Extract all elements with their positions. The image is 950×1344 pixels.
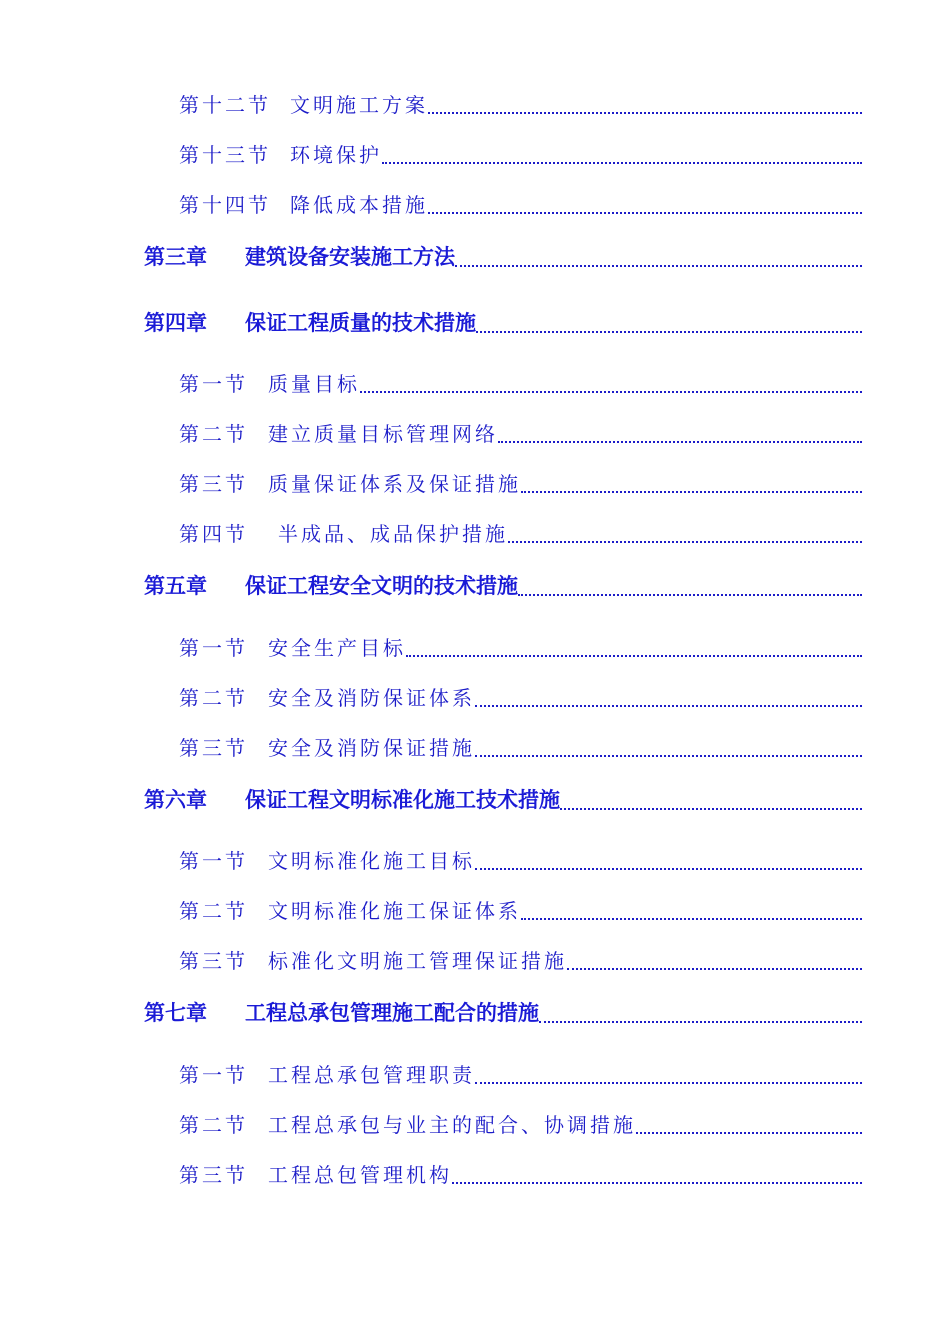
section-number: 第一节 (179, 636, 248, 660)
toc-entry-label (144, 784, 560, 814)
dot-leader (476, 331, 862, 333)
dot-leader (428, 112, 862, 114)
toc-entry-section[interactable] (0, 1058, 950, 1088)
toc-entry-label (144, 570, 518, 600)
toc-entry-chapter[interactable] (0, 993, 950, 1027)
toc-entry-section[interactable] (0, 681, 950, 711)
toc-entry-section[interactable] (0, 467, 950, 497)
dot-leader (406, 655, 862, 657)
dot-leader (636, 1132, 862, 1134)
section-number: 第二节 (179, 899, 248, 923)
dot-leader (428, 212, 862, 214)
section-title: 降低成本措施 (290, 193, 428, 217)
chapter-number: 第五章 (144, 574, 207, 598)
toc-entry-label (179, 89, 428, 118)
section-number: 第三节 (179, 1163, 248, 1187)
chapter-title: 建筑设备安装施工方法 (245, 245, 455, 269)
dot-leader (452, 1182, 862, 1184)
toc-entry-section[interactable] (0, 138, 950, 168)
section-title: 安全及消防保证体系 (268, 686, 475, 710)
section-title: 半成品、成品保护措施 (278, 522, 508, 546)
toc-entry-section[interactable] (0, 188, 950, 218)
section-number: 第二节 (179, 422, 248, 446)
section-number: 第十三节 (179, 143, 271, 167)
toc-entry-label (179, 1109, 636, 1138)
toc-entry-chapter[interactable] (0, 237, 950, 271)
toc-entry-section[interactable] (0, 731, 950, 761)
dot-leader (521, 918, 862, 920)
section-title: 质量保证体系及保证措施 (268, 472, 521, 496)
section-title: 质量目标 (268, 372, 360, 396)
dot-leader (560, 808, 862, 810)
dot-leader (455, 265, 862, 267)
section-title: 工程总包管理机构 (268, 1163, 452, 1187)
section-title: 工程总承包与业主的配合、协调措施 (268, 1113, 636, 1137)
toc-entry-section[interactable] (0, 517, 950, 547)
toc-entry-section[interactable] (0, 944, 950, 974)
toc-entry-chapter[interactable] (0, 780, 950, 814)
toc-entry-section[interactable] (0, 1108, 950, 1138)
toc-entry-label (144, 997, 539, 1027)
section-title: 安全生产目标 (268, 636, 406, 660)
section-number: 第三节 (179, 736, 248, 760)
toc-entry-section[interactable] (0, 417, 950, 447)
section-title: 文明标准化施工保证体系 (268, 899, 521, 923)
toc-entry-section[interactable] (0, 88, 950, 118)
toc-entry-label (179, 632, 406, 661)
dot-leader (360, 391, 862, 393)
section-title: 文明施工方案 (290, 93, 428, 117)
toc-entry-label (179, 945, 567, 974)
dot-leader (382, 162, 862, 164)
section-number: 第一节 (179, 849, 248, 873)
toc-entry-label (179, 368, 360, 397)
section-title: 标准化文明施工管理保证措施 (268, 949, 567, 973)
section-number: 第一节 (179, 372, 248, 396)
dot-leader (498, 441, 862, 443)
section-title: 工程总承包管理职责 (268, 1063, 475, 1087)
toc-entry-label (179, 189, 428, 218)
dot-leader (508, 541, 862, 543)
section-number: 第四节 (179, 522, 248, 546)
chapter-number: 第四章 (144, 311, 207, 335)
section-number: 第一节 (179, 1063, 248, 1087)
section-number: 第二节 (179, 686, 248, 710)
section-title: 环境保护 (290, 143, 382, 167)
dot-leader (539, 1021, 862, 1023)
toc-entry-section[interactable] (0, 631, 950, 661)
toc-entry-label (179, 139, 382, 168)
toc-entry-label (144, 307, 476, 337)
toc-entry-label (179, 732, 475, 761)
chapter-title: 保证工程质量的技术措施 (245, 311, 476, 335)
chapter-title: 保证工程文明标准化施工技术措施 (245, 788, 560, 812)
section-number: 第三节 (179, 472, 248, 496)
toc-entry-label (179, 468, 521, 497)
dot-leader (521, 491, 862, 493)
section-title: 文明标准化施工目标 (268, 849, 475, 873)
dot-leader (475, 705, 862, 707)
section-title: 安全及消防保证措施 (268, 736, 475, 760)
toc-entry-section[interactable] (0, 1158, 950, 1188)
section-number: 第十二节 (179, 93, 271, 117)
toc-entry-section[interactable] (0, 367, 950, 397)
dot-leader (475, 755, 862, 757)
toc-entry-label (179, 518, 508, 547)
chapter-number: 第六章 (144, 788, 207, 812)
section-number: 第十四节 (179, 193, 271, 217)
toc-entry-label (179, 682, 475, 711)
toc-entry-chapter[interactable] (0, 566, 950, 600)
toc-entry-section[interactable] (0, 844, 950, 874)
chapter-number: 第三章 (144, 245, 207, 269)
chapter-title: 保证工程安全文明的技术措施 (245, 574, 518, 598)
toc-entry-label (144, 241, 455, 271)
dot-leader (475, 1082, 862, 1084)
dot-leader (518, 594, 862, 596)
toc-entry-label (179, 845, 475, 874)
section-number: 第三节 (179, 949, 248, 973)
dot-leader (475, 868, 862, 870)
toc-entry-label (179, 1059, 475, 1088)
chapter-number: 第七章 (144, 1001, 207, 1025)
section-number: 第二节 (179, 1113, 248, 1137)
toc-entry-chapter[interactable] (0, 303, 950, 337)
section-title: 建立质量目标管理网络 (268, 422, 498, 446)
chapter-title: 工程总承包管理施工配合的措施 (245, 1001, 539, 1025)
toc-entry-label (179, 418, 498, 447)
toc-entry-section[interactable] (0, 894, 950, 924)
toc-entry-label (179, 895, 521, 924)
dot-leader (567, 968, 862, 970)
toc-entry-label (179, 1159, 452, 1188)
